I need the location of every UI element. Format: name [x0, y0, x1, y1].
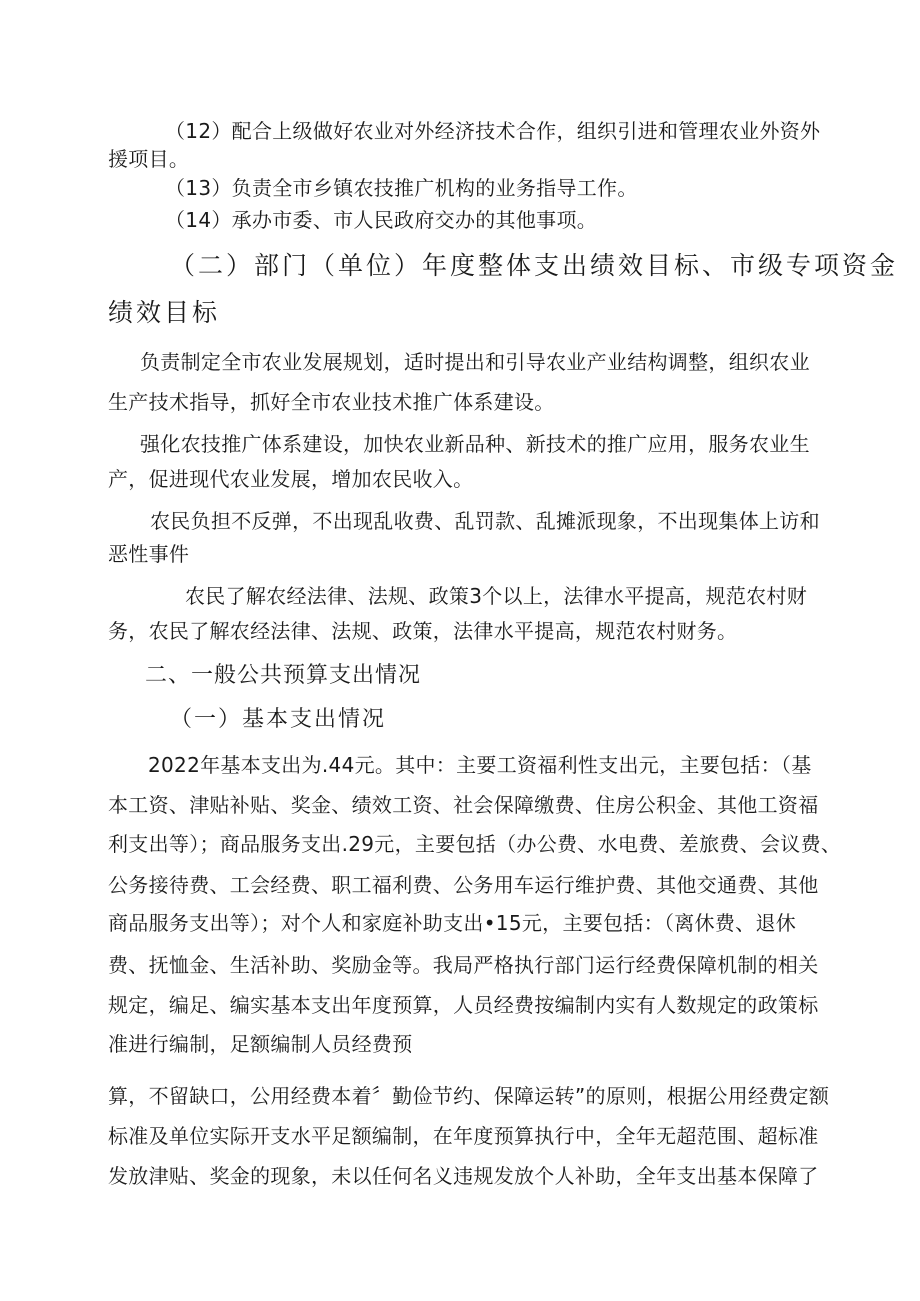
item-14: （14）承办市委、市人民政府交办的其他事项。: [165, 208, 598, 232]
section-2-title: 二、一般公共预算支出情况: [145, 663, 422, 688]
paragraph-5-line-1: 2022年基本支出为.44元。其中：主要工资福利性支出元，主要包括：（基: [148, 753, 812, 777]
item-12-line-1: （12）配合上级做好农业对外经济技术合作，组织引进和管理农业外资外: [165, 119, 821, 143]
paragraph-5-line-4: 公务接待费、工会经费、职工福利费、公务用车运行维护费、其他交通费、其他: [108, 873, 819, 897]
paragraph-5-line-3: 利支出等）；商品服务支出.29元，主要包括（办公费、水电费、差旅费、会议费、: [108, 832, 842, 856]
paragraph-5-line-6: 费、抚恤金、生活补助、奖励金等。我局严格执行部门运行经费保障机制的相关: [108, 953, 819, 977]
item-12-line-2: 援项目。: [108, 147, 190, 171]
paragraph-1-line-2: 生产技术指导，抓好全市农业技术推广体系建设。: [108, 390, 555, 414]
paragraph-5-line-5: 商品服务支出等）；对个人和家庭补助支出•15元，主要包括：（离休费、退休: [108, 911, 797, 935]
paragraph-3-line-2: 恶性事件: [108, 542, 190, 566]
section-heading-2-line-1: （二）部门（单位）年度整体支出绩效目标、市级专项资金: [170, 251, 899, 280]
paragraph-2-line-2: 产，促进现代农业发展，增加农民收入。: [108, 467, 474, 491]
section-heading-2-line-2: 绩效目标: [108, 298, 221, 327]
paragraph-4-line-1: 农民了解农经法律、法规、政策3个以上，法律水平提高，规范农村财: [185, 584, 808, 608]
item-13: （13）负责全市乡镇农技推广机构的业务指导工作。: [165, 176, 638, 200]
paragraph-4-line-2: 务，农民了解农经法律、法规、政策，法律水平提高，规范农村财务。: [108, 619, 738, 643]
paragraph-6-line-1: 算，不留缺口，公用经费本着〞勤俭节约、保障运转”的原则，根据公用经费定额: [108, 1084, 830, 1108]
paragraph-6-line-3: 发放津贴、奖金的现象，未以任何名义违规发放个人补助，全年支出基本保障了: [108, 1164, 819, 1188]
paragraph-5-line-7: 规定，编足、编实基本支出年度预算，人员经费按编制内实有人数规定的政策标: [108, 993, 819, 1017]
paragraph-1-line-1: 负责制定全市农业发展规划，适时提出和引导农业产业结构调整，组织农业: [140, 350, 810, 374]
subsection-1-title: （一）基本支出情况: [170, 707, 387, 732]
paragraph-5-line-8: 准进行编制，足额编制人员经费预: [108, 1032, 413, 1056]
paragraph-5-line-2: 本工资、津贴补贴、奖金、绩效工资、社会保障缴费、住房公积金、其他工资福: [108, 793, 819, 817]
paragraph-3-line-1: 农民负担不反弹，不出现乱收费、乱罚款、乱摊派现象，不出现集体上访和: [150, 509, 820, 533]
paragraph-6-line-2: 标准及单位实际开支水平足额编制，在年度预算执行中，全年无超范围、超标准: [108, 1124, 819, 1148]
paragraph-2-line-1: 强化农技推广体系建设，加快农业新品种、新技术的推广应用，服务农业生: [140, 432, 810, 456]
